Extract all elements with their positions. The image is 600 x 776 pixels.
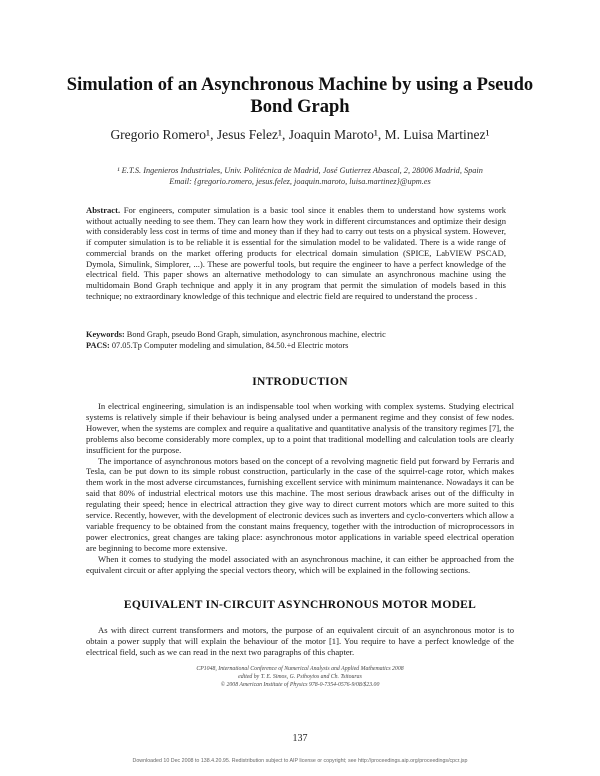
paragraph: As with direct current transformers and motors, the purpose of an equivalent circuit of an asynchronous motor is to obtain a power supply that will explain the behaviour of the motor [1]. You require to have a perfect knowledge of the electrical field, such as we can read in the next two paragraphs of this chapter.	[86, 625, 514, 657]
affiliation	[70, 166, 530, 187]
affiliation-email: Email: {gregorio.romero, jesus.felez, joaquin.maroto, luisa.martinez}@upm.es	[169, 176, 431, 186]
section-heading-introduction: INTRODUCTION	[252, 376, 348, 388]
paragraph: The importance of asynchronous motors based on the concept of a revolving magnetic field put forward by Ferraris and Tesla, can be put down to its simple robust construction, particularly in the case of the squirrel-cage rotor, which makes them work in the most adverse circumstances, furnishing excellent service with minimum maintenance. Nowadays it can be said that 80% of industrial electrical motors use this machine. The most serious drawback arises out of the difficulty in regulating their speed; hence in electrical attraction they give way to direct current motors which are more suited to this service. Recently, however, with the development of electronic devices such as inverters and cyclo-converters which allow a variable frequency to be obtained from the constant mains frequency, together with the introduction of microprocessors in power electronics, great changes are taking place: asynchronous motor applications in variable speed electrical operation are beginning to become more extensive.	[86, 455, 514, 553]
pacs-label: PACS:	[86, 341, 110, 350]
page-number: 137	[292, 733, 308, 744]
affiliation-address: ¹ E.T.S. Ingenieros Industriales, Univ. Politécnica de Madrid, José Gutierrez Abascal, 2, 28006 Madrid, Spain	[117, 166, 483, 175]
proceedings-footer	[120, 665, 480, 689]
download-notice: Downloaded 10 Dec 2008 to 138.4.20.95. Redistribution subject to AIP license or copyright; see http://proceedings.aip.org/proceedings/cpcr.jsp	[132, 758, 468, 764]
pacs-text: 07.05.Tp Computer modeling and simulation, 84.50.+d Electric motors	[111, 341, 349, 350]
keywords-label: Keywords:	[86, 330, 125, 339]
abstract-label: Abstract.	[86, 205, 121, 215]
equivalent-circuit-body	[86, 625, 514, 658]
pacs	[86, 341, 506, 351]
author-list: Gregorio Romero¹, Jesus Felez¹, Joaquin Maroto¹, M. Luisa Martinez¹	[110, 127, 490, 142]
keywords-text: Bond Graph, pseudo Bond Graph, simulation, asynchronous machine, electric	[126, 330, 386, 339]
paragraph: In electrical engineering, simulation is an indispensable tool when working with complex systems. Studying electrical systems is relatively simple if their behaviour is being analysed under a permanent regime and they consist of few nodes. However, when the systems are complex and require a qualitative and quantitative analysis of the transitory regimes [7], the problems also become considerably more complex, up to a point that traditional modelling and calculation tools are clearly insufficient for the purpose.	[86, 401, 514, 455]
paragraph: When it comes to studying the model associated with an asynchronous machine, it can either be approached from the equivalent circuit or after applying the special vectors theory, which will be explained in the following sections.	[86, 553, 514, 575]
section-heading-equivalent-circuit: EQUIVALENT IN-CIRCUIT ASYNCHRONOUS MOTOR MODEL	[123, 599, 477, 611]
paper-title: Simulation of an Asynchronous Machine by using a Pseudo Bond Graph	[66, 75, 534, 117]
keywords	[86, 330, 506, 340]
abstract	[86, 205, 506, 301]
abstract-text: For engineers, computer simulation is a basic tool since it enables them to understand how systems work without actually needing to see them. They can learn how they work in different circumstances and optimize their design with considerably less cost in terms of time and money than if they had to carry out tests on a physical system. However, if computer simulation is to be reliable it is essential for the simulation model to be validated. There is a wide range of commercial brands on the market offering products for electrical domain simulation (SPICE, LabVIEW PSCAD, Dymola, Simulink, Simplorer, ...). These are powerful tools, but require the engineer to have a perfect knowledge of the electrical field. This paper shows an alternative methodology to can simulate an asynchronous machine using the multidomain Bond Graph technique and apply it in any program that permit the simulation of models based in this technique; no extraordinary knowledge of this technique and electric field are required to understand the process .	[86, 205, 507, 301]
proceedings-line: CP1048, International Conference of Numerical Analysis and Applied Mathematics 2008	[196, 666, 404, 672]
introduction-body	[86, 401, 514, 576]
editors-line: edited by T. E. Simos, G. Psihoyios and Ch. Tsitouras	[238, 674, 362, 680]
copyright-line: © 2008 American Institute of Physics 978-0-7354-0576-9/08/$23.00	[220, 682, 380, 688]
